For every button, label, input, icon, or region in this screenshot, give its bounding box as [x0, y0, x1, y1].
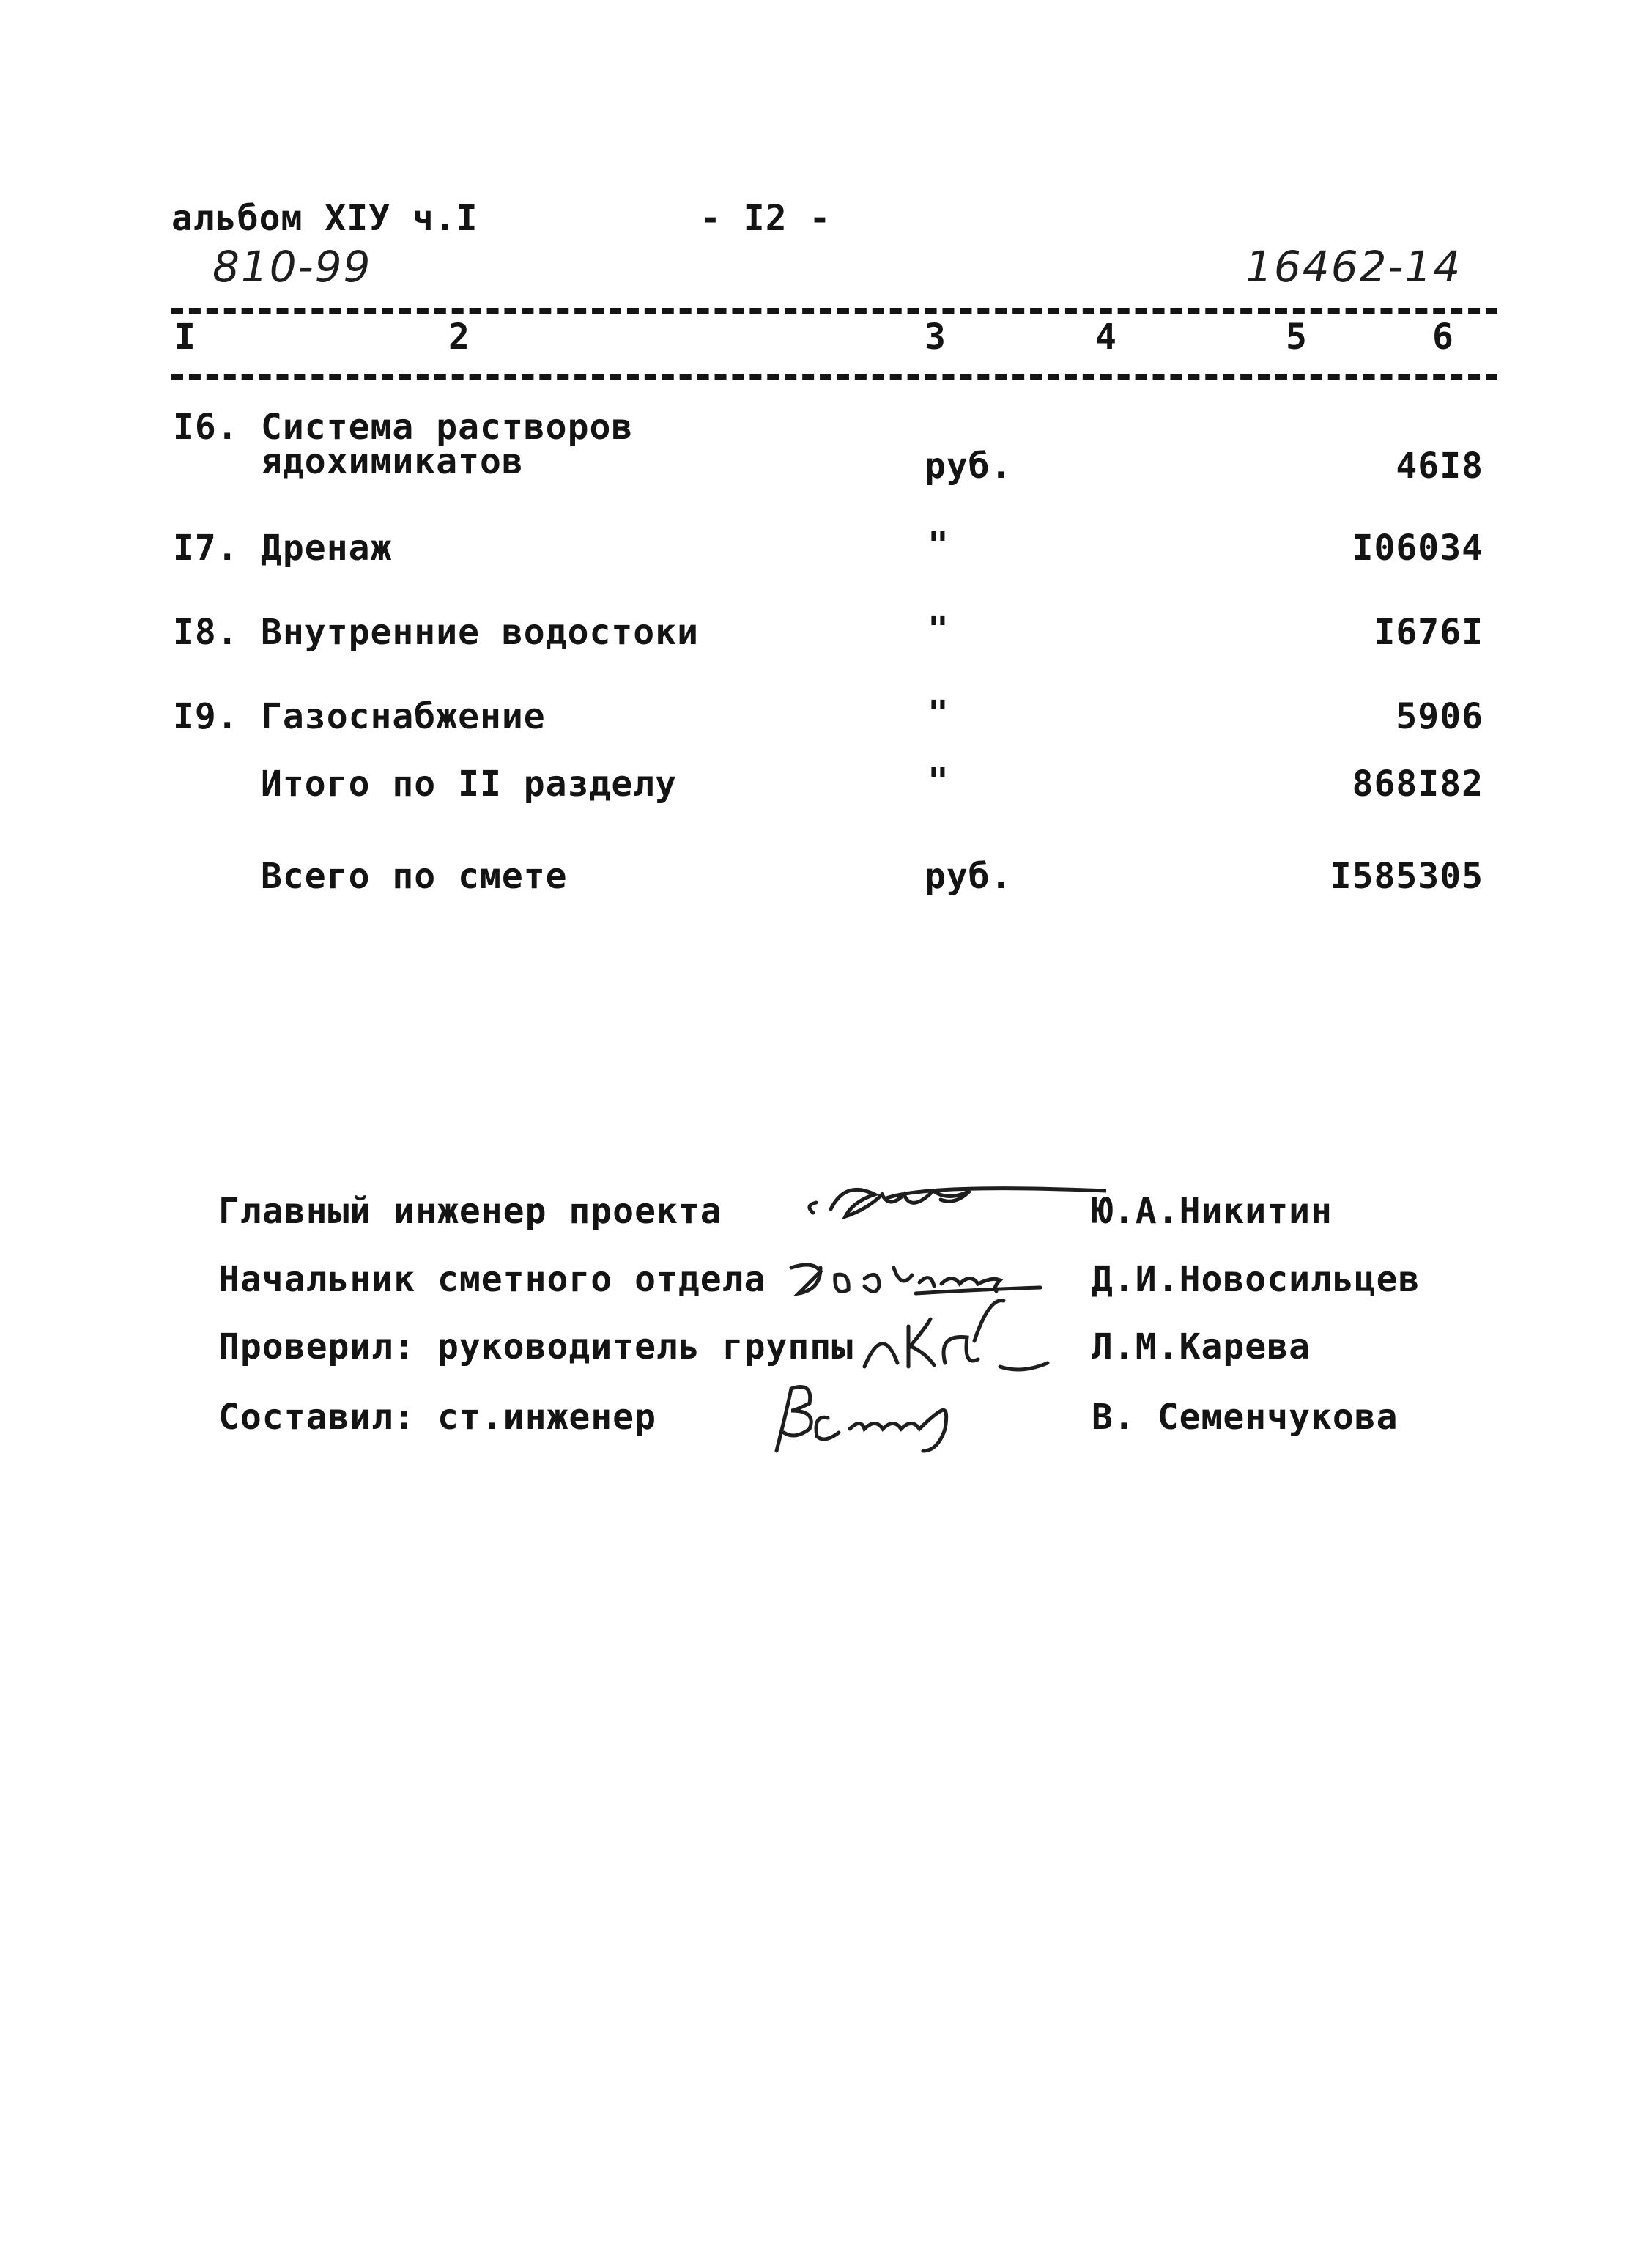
- row-value: 46I8: [1396, 446, 1484, 487]
- row-value: I676I: [1374, 612, 1484, 653]
- subtotal-unit: ": [927, 761, 949, 802]
- row-unit: ": [927, 693, 949, 734]
- row-name-line1: Система растворов: [261, 407, 634, 448]
- column-header-1: I: [174, 317, 196, 358]
- signature-name: Д.И.Новосильцев: [1092, 1259, 1421, 1300]
- column-header-4: 4: [1095, 317, 1117, 358]
- handwritten-code: 16462-14: [1245, 242, 1462, 292]
- row-value: I06034: [1352, 528, 1484, 569]
- row-name-line2: ядохимикатов: [261, 441, 524, 482]
- column-header-5: 5: [1286, 317, 1308, 358]
- table-top-rule: [171, 308, 1497, 314]
- handwritten-signature: [850, 1297, 1055, 1385]
- total-unit: руб.: [925, 856, 1012, 897]
- handwritten-doc-number: 810-99: [212, 242, 372, 292]
- row-name: Газоснабжение: [261, 696, 546, 737]
- subtotal-value: 868I82: [1352, 764, 1484, 805]
- column-header-3: 3: [925, 317, 947, 358]
- row-number: I6.: [173, 407, 239, 448]
- total-label: Всего по смете: [261, 856, 568, 897]
- signature-role: Начальник сметного отдела: [218, 1259, 766, 1300]
- album-label: альбом XIУ ч.I: [171, 198, 478, 239]
- column-header-2: 2: [448, 317, 470, 358]
- row-number: I8.: [173, 612, 239, 653]
- row-name: Внутренние водостоки: [261, 612, 699, 653]
- handwritten-signature: [799, 1169, 1106, 1235]
- signature-name: Ю.А.Никитин: [1092, 1191, 1333, 1232]
- signature-name: Л.М.Карева: [1092, 1326, 1311, 1367]
- row-number: I7.: [173, 528, 239, 569]
- column-header-6: 6: [1432, 317, 1454, 358]
- signature-name: В. Семенчукова: [1092, 1397, 1399, 1438]
- page-number: - I2 -: [700, 198, 831, 239]
- row-number: I9.: [173, 696, 239, 737]
- signature-role: Составил: ст.инженер: [218, 1397, 656, 1438]
- row-value: 5906: [1396, 696, 1484, 737]
- row-name: Дренаж: [261, 528, 393, 569]
- row-unit: ": [927, 525, 949, 566]
- signature-role: Главный инженер проекта: [218, 1191, 722, 1232]
- row-unit: ": [927, 609, 949, 650]
- handwritten-signature: [755, 1378, 996, 1458]
- table-header-rule: [171, 374, 1497, 380]
- total-value: I585305: [1330, 856, 1484, 897]
- row-unit: руб.: [925, 446, 1012, 487]
- subtotal-label: Итого по II разделу: [261, 764, 678, 805]
- signature-role: Проверил: руководитель группы: [218, 1326, 854, 1367]
